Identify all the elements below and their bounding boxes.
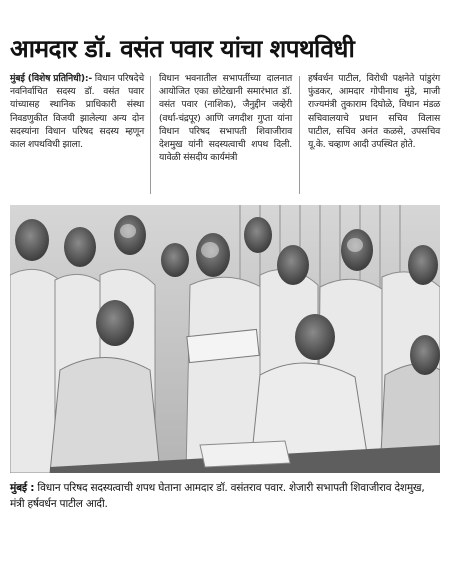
column-divider: [299, 76, 300, 194]
article-column-3: [308, 72, 440, 151]
headline: आमदार डॉ. वसंत पवार यांचा शपथविधी: [10, 34, 355, 63]
article-column-2: [159, 72, 292, 164]
dateline: मुंबई (विशेष प्रतिनिधी):-: [10, 73, 92, 84]
column-divider: [150, 76, 151, 194]
column-2-text: विधान भवनातील सभापतींच्या दालनात आयोजित एका छोटेखानी समारंभात डॉ. वसंत पवार (नाशिक), जैनुद्दीन जव्हेरी (वर्धा-चंद्रपूर) आणि जगदीश गुप्ता यांना विधान परिषद सभापती शिवाजीराव देशमुख यांनी सदस्यत्वाची शपथ दिली. यावेळी संसदीय कार्यमंत्री: [159, 73, 292, 164]
caption-text: विधान परिषद सदस्यत्वाची शपथ घेताना आमदार डॉ. वसंतराव पवार. शेजारी सभापती शिवाजीराव देशमुख, मंत्री हर्षवर्धन पाटील आदी.: [10, 482, 425, 510]
news-photo: [10, 205, 440, 473]
article-column-1: [10, 72, 144, 151]
caption-place: मुंबई :: [10, 482, 35, 494]
column-1-text: विधान परिषदेचे नवनिर्वाचित सदस्य डॉ. वसंत पवार यांच्यासह स्थानिक प्राधिकारी संस्था निवडणुकीत विजयी झालेल्या अन्य दोन सदस्यांना विधान परिषद सदस्य म्हणून काल शपथविधी झाला.: [10, 73, 144, 151]
photo-caption: [10, 480, 440, 512]
column-3-text: हर्षवर्धन पाटील, विरोधी पक्षनेते पांडुरंग फुंडकर, आमदार गोपीनाथ मुंडे, माजी राज्यमंत्री तुकाराम दिघोळे, विधान मंडळ सचिवालयाचे प्रधान सचिव विलास पाटील, सचिव अनंत कळसे, उपसचिव यू.के. चव्हाण आदी उपस्थित होते.: [308, 73, 440, 151]
